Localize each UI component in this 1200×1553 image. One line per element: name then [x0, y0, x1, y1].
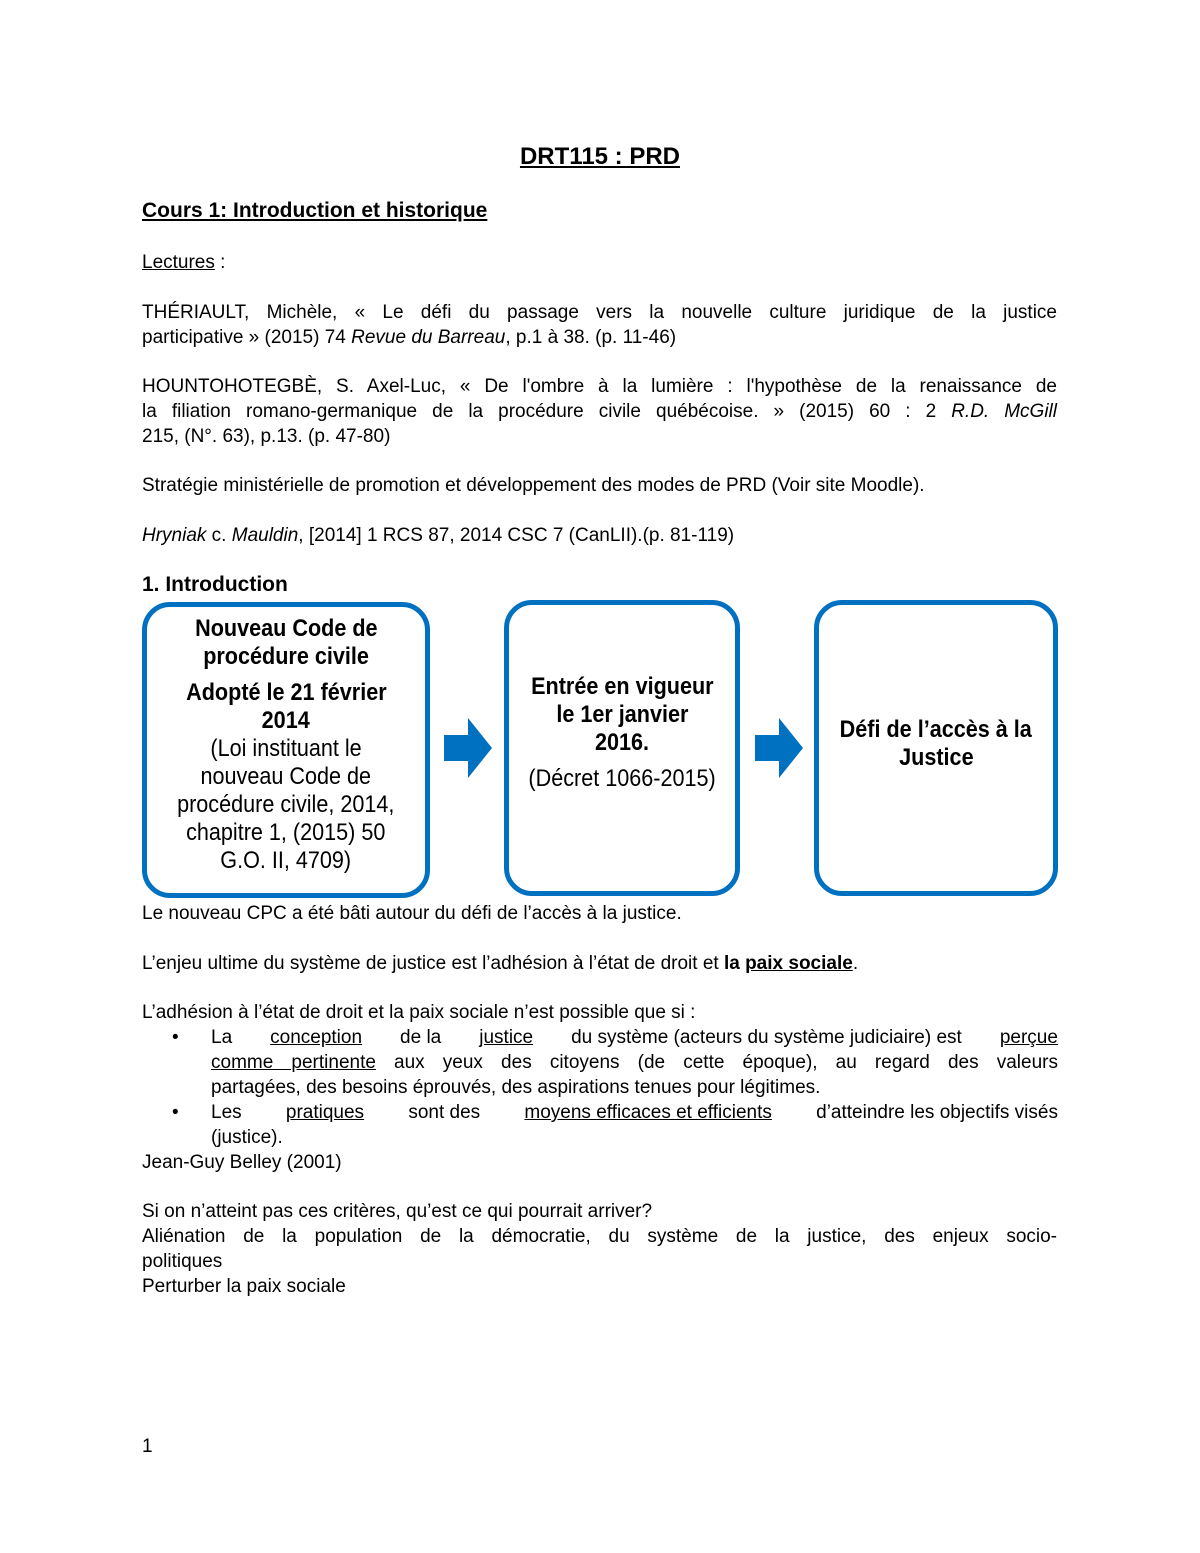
diagram-box-defi-acces: [814, 600, 1058, 896]
ref2-text: la filiation romano-germanique de la procédure civile québécoise. » (2015) 60 : 2: [142, 401, 952, 422]
document-title: DRT115 : PRD: [519, 143, 681, 170]
arrow-right-icon-2: [755, 718, 803, 778]
box1-line4: 2014: [261, 707, 311, 734]
box3-line2: Justice: [898, 744, 974, 771]
lectures-label: [142, 250, 225, 275]
b1-comme-pertinente: comme pertinente: [211, 1052, 376, 1073]
box1-line9: G.O. II, 4709): [220, 847, 352, 874]
course-heading: Cours 1: Introduction et historique: [142, 199, 488, 222]
bullet-2-line1: [211, 1100, 1058, 1125]
answer-line1: Aliénation de la population de la démocratie, du système de la justice, des enjeux socio-: [142, 1226, 1057, 1247]
ref4: [142, 523, 734, 548]
diagram-box-entree-vigueur: [504, 600, 740, 896]
ref1-text: participative » (2015) 74: [142, 327, 352, 348]
answer-line2: politiques: [142, 1251, 223, 1272]
b2-moyens: moyens efficaces et efficients: [524, 1102, 772, 1123]
b1-word-la: La: [211, 1027, 233, 1048]
ref1-line1: THÉRIAULT, Michèle, « Le défi du passage vers la nouvelle culture juridique de la justice: [142, 302, 1057, 323]
ref3: Stratégie ministérielle de promotion et développement des modes de PRD (Voir site Moodle).: [142, 475, 925, 496]
bullet-1-symbol: •: [172, 1027, 179, 1048]
b1-percue: perçue: [999, 1027, 1058, 1048]
ref2-journal: R.D. McGill: [951, 401, 1057, 422]
ref2-line2: [142, 399, 1057, 424]
b2-pratiques: pratiques: [285, 1102, 365, 1123]
box3-line1: Défi de l’accès à la: [839, 716, 1033, 743]
ref1-journal: Revue du Barreau: [351, 327, 506, 348]
b1-conception: conception: [270, 1027, 363, 1048]
lectures-colon: :: [214, 252, 226, 273]
bullet-2-symbol: •: [172, 1102, 179, 1123]
ref4-party1: Hryniak: [142, 525, 207, 546]
paragraph-cpc: Le nouveau CPC a été bâti autour du défi de l’accès à la justice.: [142, 903, 682, 924]
author-citation: Jean-Guy Belley (2001): [142, 1152, 342, 1173]
bullet-1-line3: partagées, des besoins éprouvés, des aspirations tenues pour légitimes.: [211, 1077, 821, 1098]
box1-line8: chapitre 1, (2015) 50: [186, 819, 386, 846]
answer-2: Perturber la paix sociale: [142, 1276, 346, 1297]
box2-line1: Entrée en vigueur: [530, 673, 714, 700]
paragraph-adhesion: L’adhésion à l’état de droit et la paix sociale n’est possible que si :: [142, 1002, 696, 1023]
box1-line1: Nouveau Code de: [194, 615, 378, 642]
section-introduction-heading: 1. Introduction: [142, 573, 288, 596]
arrow-right-icon-1: [444, 718, 492, 778]
bullet-2-line2: (justice).: [211, 1127, 283, 1148]
box2-line4: (Décret 1066-2015): [528, 765, 716, 792]
lectures-word: Lectures: [142, 252, 215, 273]
bullet-1-line1: [211, 1025, 1058, 1050]
diagram-box-ncpc: [142, 602, 430, 898]
enjeu-period: .: [852, 953, 859, 974]
enjeu-paix-sociale: paix sociale: [745, 953, 853, 974]
ref4-party2: Mauldin: [231, 525, 299, 546]
ref4-versus: c.: [206, 525, 232, 546]
box2-line2: le 1er janvier: [555, 701, 689, 728]
b2-sont-des: sont des: [408, 1102, 481, 1123]
box1-line6: nouveau Code de: [200, 763, 372, 790]
ref1-line2: [142, 325, 676, 350]
b1-de-la: de la: [400, 1027, 442, 1048]
ref2-line3: 215, (N°. 63), p.13. (p. 47-80): [142, 426, 391, 447]
enjeu-text: L’enjeu ultime du système de justice est l’adhésion à l’état de droit et: [142, 953, 724, 974]
box1-line2: procédure civile: [203, 643, 369, 670]
question: Si on n’atteint pas ces critères, qu’est ce qui pourrait arriver?: [142, 1201, 653, 1222]
b2-les: Les: [211, 1102, 242, 1123]
b1-justice: justice: [479, 1027, 534, 1048]
box1-line3: Adopté le 21 février: [185, 679, 387, 706]
b1-citoyens: aux yeux des citoyens (de cette époque), au regard des valeurs: [375, 1052, 1058, 1073]
ref4-citation: , [2014] 1 RCS 87, 2014 CSC 7 (CanLII).(p. 81-119): [298, 525, 735, 546]
paragraph-enjeu: [142, 951, 858, 976]
ref1-pages: , p.1 à 38. (p. 11-46): [505, 327, 677, 348]
bullet-1-line2: [211, 1050, 1058, 1075]
b1-systeme: du système (acteurs du système judiciaire) est: [571, 1027, 962, 1048]
box1-line5: (Loi instituant le: [210, 735, 362, 762]
b2-objectifs: d’atteindre les objectifs visés: [816, 1102, 1058, 1123]
box1-line7: procédure civile, 2014,: [177, 791, 395, 818]
box2-line3: 2016.: [594, 729, 650, 756]
ref2-line1: HOUNTOHOTEGBÈ, S. Axel-Luc, « De l'ombre à la lumière : l'hypothèse de la renaissance de: [142, 376, 1057, 397]
enjeu-bold-la: la: [723, 953, 746, 974]
page-number: 1: [142, 1436, 153, 1457]
